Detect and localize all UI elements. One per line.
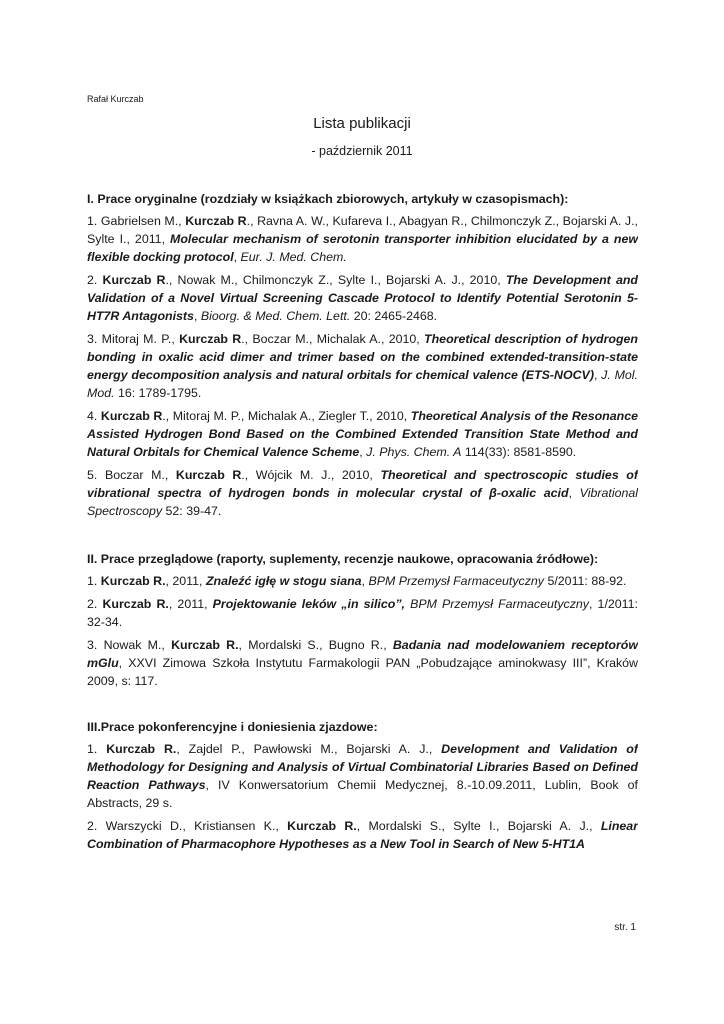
entry-title: Development and Validation of Methodology for Designing and Analysis of Virtual Combinatorial Libraries Based on Defined Reaction Pathways: [87, 742, 638, 792]
entry-separator: ,: [593, 368, 602, 382]
entry-highlight-author: Kurczab R.: [106, 742, 177, 756]
entry-authors: ., Nowak M., Chilmonczyk Z., Sylte I., Bojarski A. J., 2010,: [165, 273, 506, 287]
author-name: Rafał Kurczab: [87, 94, 144, 104]
section-heading: II. Prace przeglądowe (raporty, suplementy, recenzje naukowe, opracowania źródłowe):: [87, 552, 599, 566]
entry-title: Znaleźć igłę w stogu siana: [205, 574, 362, 588]
page-subtitle: - październik 2011: [311, 144, 413, 158]
entry-authors: , 2011,: [168, 597, 213, 611]
entry-details: 20: 2465-2468.: [350, 309, 438, 323]
entry-highlight-author: Kurczab R: [102, 273, 166, 287]
entry-authors: Warszycki D., Kristiansen K.,: [105, 819, 288, 833]
entry-separator: ,: [233, 250, 241, 264]
entry-highlight-author: Kurczab R: [100, 409, 163, 423]
section-2: [87, 550, 638, 690]
publication-entry: [87, 817, 638, 853]
entry-authors: ., Ravna A. W., Kufareva I., Abagyan R., Chilmonczyk Z., Bojarski A. J., Sylte I., 2011,: [87, 214, 638, 246]
publication-entry: [87, 407, 638, 461]
page-title: [0, 115, 724, 132]
entry-separator: ,: [361, 574, 369, 588]
entry-number: 4.: [87, 409, 98, 423]
entry-authors: , Zajdel P., Pawłowski M., Bojarski A. J.,: [176, 742, 442, 756]
publication-entry: [87, 595, 638, 631]
entry-authors: , 2011,: [165, 574, 206, 588]
publication-entry: [87, 572, 638, 590]
entry-journal: Bioorg. & Med. Chem. Lett.: [200, 309, 351, 323]
entry-authors: ., Mitoraj M. P., Michalak A., Ziegler T., 2010,: [162, 409, 411, 423]
section-1: [87, 190, 638, 520]
entry-highlight-author: Kurczab R.: [102, 597, 169, 611]
entry-authors: , Mordalski S., Sylte I., Bojarski A. J.,: [356, 819, 601, 833]
section-heading: III.Prace pokonferencyjne i doniesienia zjazdowe:: [87, 720, 378, 734]
publication-entry: [87, 740, 638, 812]
entry-details: 114(33): 8581-8590.: [461, 445, 577, 459]
entry-authors: Mitoraj M. P.,: [101, 332, 180, 346]
publication-entry: [87, 330, 638, 402]
entry-highlight-author: Kurczab R: [179, 332, 242, 346]
entry-journal: J. Phys. Chem. A: [366, 445, 462, 459]
entry-details: 52: 39-47.: [162, 504, 222, 518]
entry-highlight-author: Kurczab R.: [100, 574, 166, 588]
entry-separator: ,: [205, 778, 219, 792]
entry-number: 1.: [87, 574, 98, 588]
entry-highlight-author: Kurczab R.: [171, 638, 239, 652]
entry-number: 2.: [87, 273, 98, 287]
page-title-text: Lista publikacji: [313, 115, 411, 132]
entry-authors: Boczar M.,: [104, 468, 176, 482]
entry-separator: ,: [118, 656, 129, 670]
entry-authors: Gabrielsen M.,: [100, 214, 186, 228]
entry-journal: BPM Przemysł Farmaceutyczny: [368, 574, 545, 588]
entry-title: Badania nad modelowaniem receptorów mGlu: [87, 638, 638, 670]
entry-authors: ., Wójcik M. J., 2010,: [241, 468, 381, 482]
entry-details: IV Konwersatorium Chemii Medycznej, 8.-10.09.2011, Lublin, Book of Abstracts, 29 s.: [87, 778, 638, 810]
publication-entry: [87, 466, 638, 520]
entry-title: The Development and Validation of a Novel Virtual Screening Cascade Protocol to Identify Potential Serotonin 5-HT7R Antagonists: [87, 273, 638, 323]
entry-journal: J. Mol. Mod.: [87, 368, 638, 400]
entry-highlight-author: Kurczab R.: [287, 819, 357, 833]
publication-entry: [87, 212, 638, 266]
entry-authors: ., Boczar M., Michalak A., 2010,: [241, 332, 425, 346]
entry-journal: Eur. J. Med. Chem.: [240, 250, 347, 264]
entry-number: 1.: [87, 742, 98, 756]
entry-details: XXVI Zimowa Szkoła Instytutu Farmakologii PAN „Pobudzające aminokwasy III”, Kraków 2009, s: 117.: [87, 656, 638, 688]
entry-details: , 1/2011: 32-34.: [87, 597, 638, 629]
entry-details: 5/2011: 88-92.: [544, 574, 627, 588]
entry-number: 2.: [87, 819, 98, 833]
section-heading: I. Prace oryginalne (rozdziały w książkach zbiorowych, artykuły w czasopismach):: [87, 192, 569, 206]
publication-entry: [87, 271, 638, 325]
entry-separator: ,: [359, 445, 367, 459]
publication-entry: [87, 636, 638, 690]
entry-number: 1.: [87, 214, 98, 228]
entry-highlight-author: Kurczab R: [175, 468, 242, 482]
entry-number: 2.: [87, 597, 98, 611]
entry-title: Projektowanie leków „in silico”,: [212, 597, 405, 611]
entry-title: Theoretical description of hydrogen bonding in oxalic acid dimer and trimer based on the combined extended-transition-state energy decomposition analysis and natural orbitals for chemical valence (ETS-NOCV): [87, 332, 638, 382]
entry-title: Linear Combination of Pharmacophore Hypotheses as a New Tool in Search of New 5-HT1A: [87, 819, 638, 851]
entry-journal: Vibrational Spectroscopy: [87, 486, 638, 518]
entry-title: Theoretical and spectroscopic studies of vibrational spectra of hydrogen bonds in molecular crystal of β-oxalic acid: [87, 468, 638, 500]
entry-highlight-author: Kurczab R: [185, 214, 247, 228]
entry-details: 16: 1789-1795.: [114, 386, 202, 400]
section-3: [87, 718, 638, 853]
entry-title: Molecular mechanism of serotonin transporter inhibition elucidated by a new flexible docking protocol: [87, 232, 638, 264]
entry-authors: Nowak M.,: [103, 638, 172, 652]
entry-title: Theoretical Analysis of the Resonance Assisted Hydrogen Bond Based on the Combined Extended Transition State Method and Natural Orbitals for Chemical Valence Scheme: [87, 409, 638, 459]
entry-number: 3.: [87, 332, 98, 346]
entry-number: 5.: [87, 468, 98, 482]
entry-number: 3.: [87, 638, 98, 652]
page-number: str. 1: [614, 922, 636, 933]
entry-journal: BPM Przemysł Farmaceutyczny: [410, 597, 589, 611]
entry-authors: , Mordalski S., Bugno R.,: [238, 638, 393, 652]
entry-separator: ,: [193, 309, 201, 323]
entry-separator: ,: [568, 486, 580, 500]
publication-list: [87, 190, 638, 881]
